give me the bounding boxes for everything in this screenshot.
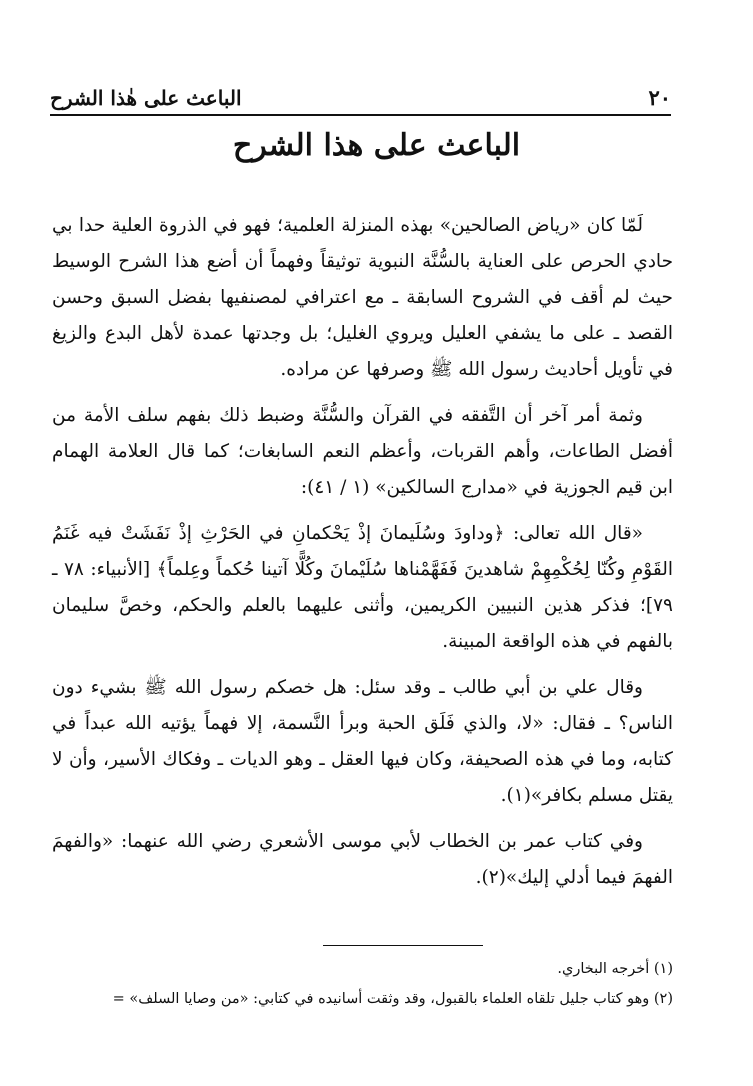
chapter-title: الباعث على هذا الشرح — [232, 128, 521, 163]
running-header — [50, 78, 671, 116]
paragraph: وثمة أمر آخر أن التَّفقه في القرآن والسُّنَّة وضبط ذلك بفهم سلف الأمة من أفضل الطاعات، وأهم القربات، وأعظم النعم السابغات؛ كما قال العلامة الهمام ابن قيم الجوزية في «مدارج السالكين» (١ / ٤١): — [52, 405, 673, 498]
footnote-divider — [323, 945, 483, 946]
body-text — [52, 208, 673, 906]
footnotes — [54, 945, 673, 1014]
footnote: (١) أخرجه البخاري. — [557, 961, 673, 977]
quoted-paragraph: «قال الله تعالى: ﴿وداودَ وسُلَيمانَ إذْ يَحْكمانِ في الحَرْثِ إذْ نَفَشَتْ فيه غَنَمُ القَوْمِ وكُنّا لِحُكْمِهِمْ شاهدينَ فَفَهَّمْناها سُلَيْمانَ وكُلًّا آتينا حُكماً وعِلماً﴾ [الأنبياء: ٧٨ ـ ٧٩]؛ فذكر هذين النبيين الكريمين، وأثنى عليهما بالعلم والحكم، وخصَّ سليمان بالفهم في هذه الواقعة المبينة. — [52, 523, 673, 652]
running-title: الباعث على هٰذا الشرح — [50, 86, 242, 110]
paragraph: وقال علي بن أبي طالب ـ وقد سئل: هل خصكم رسول الله ﷺ بشيء دون الناس؟ ـ فقال: «لا، والذي فَلَق الحبة وبرأ النَّسمة، إلا فهماً يؤتيه الله عبداً في كتابه، وما في هذه الصحيفة، وكان فيها العقل ـ وهو الديات ـ وفكاك الأسير، وأن لا يقتل مسلم بكافر»(١). — [52, 677, 673, 806]
paragraph: لَمّا كان «رياض الصالحين» بهذه المنزلة العلمية؛ فهو في الذروة العلية حدا بي حادي الحرص على العناية بالسُّنَّة النبوية توثيقاً وفهماً أن أضع هذا الشرح الوسيط حيث لم أقف في الشروح السابقة ـ مع اعترافي لمصنفيها بفضل السبق وحسن القصد ـ على ما يشفي العليل ويروي الغليل؛ بل وجدتها عمدة لأهل البدع والزيغ في تأويل أحاديث رسول الله ﷺ وصرفها عن مراده. — [52, 215, 673, 380]
page-number: ٢٠ — [648, 85, 671, 110]
footnote: (٢) وهو كتاب جليل تلقاه العلماء بالقبول، وقد وثقت أسانيده في كتابي: «من وصايا السلف» = — [112, 991, 673, 1007]
paragraph: وفي كتاب عمر بن الخطاب لأبي موسى الأشعري رضي الله عنهما: «والفهمَ الفهمَ فيما أدلي إليك»(٢). — [52, 831, 673, 888]
